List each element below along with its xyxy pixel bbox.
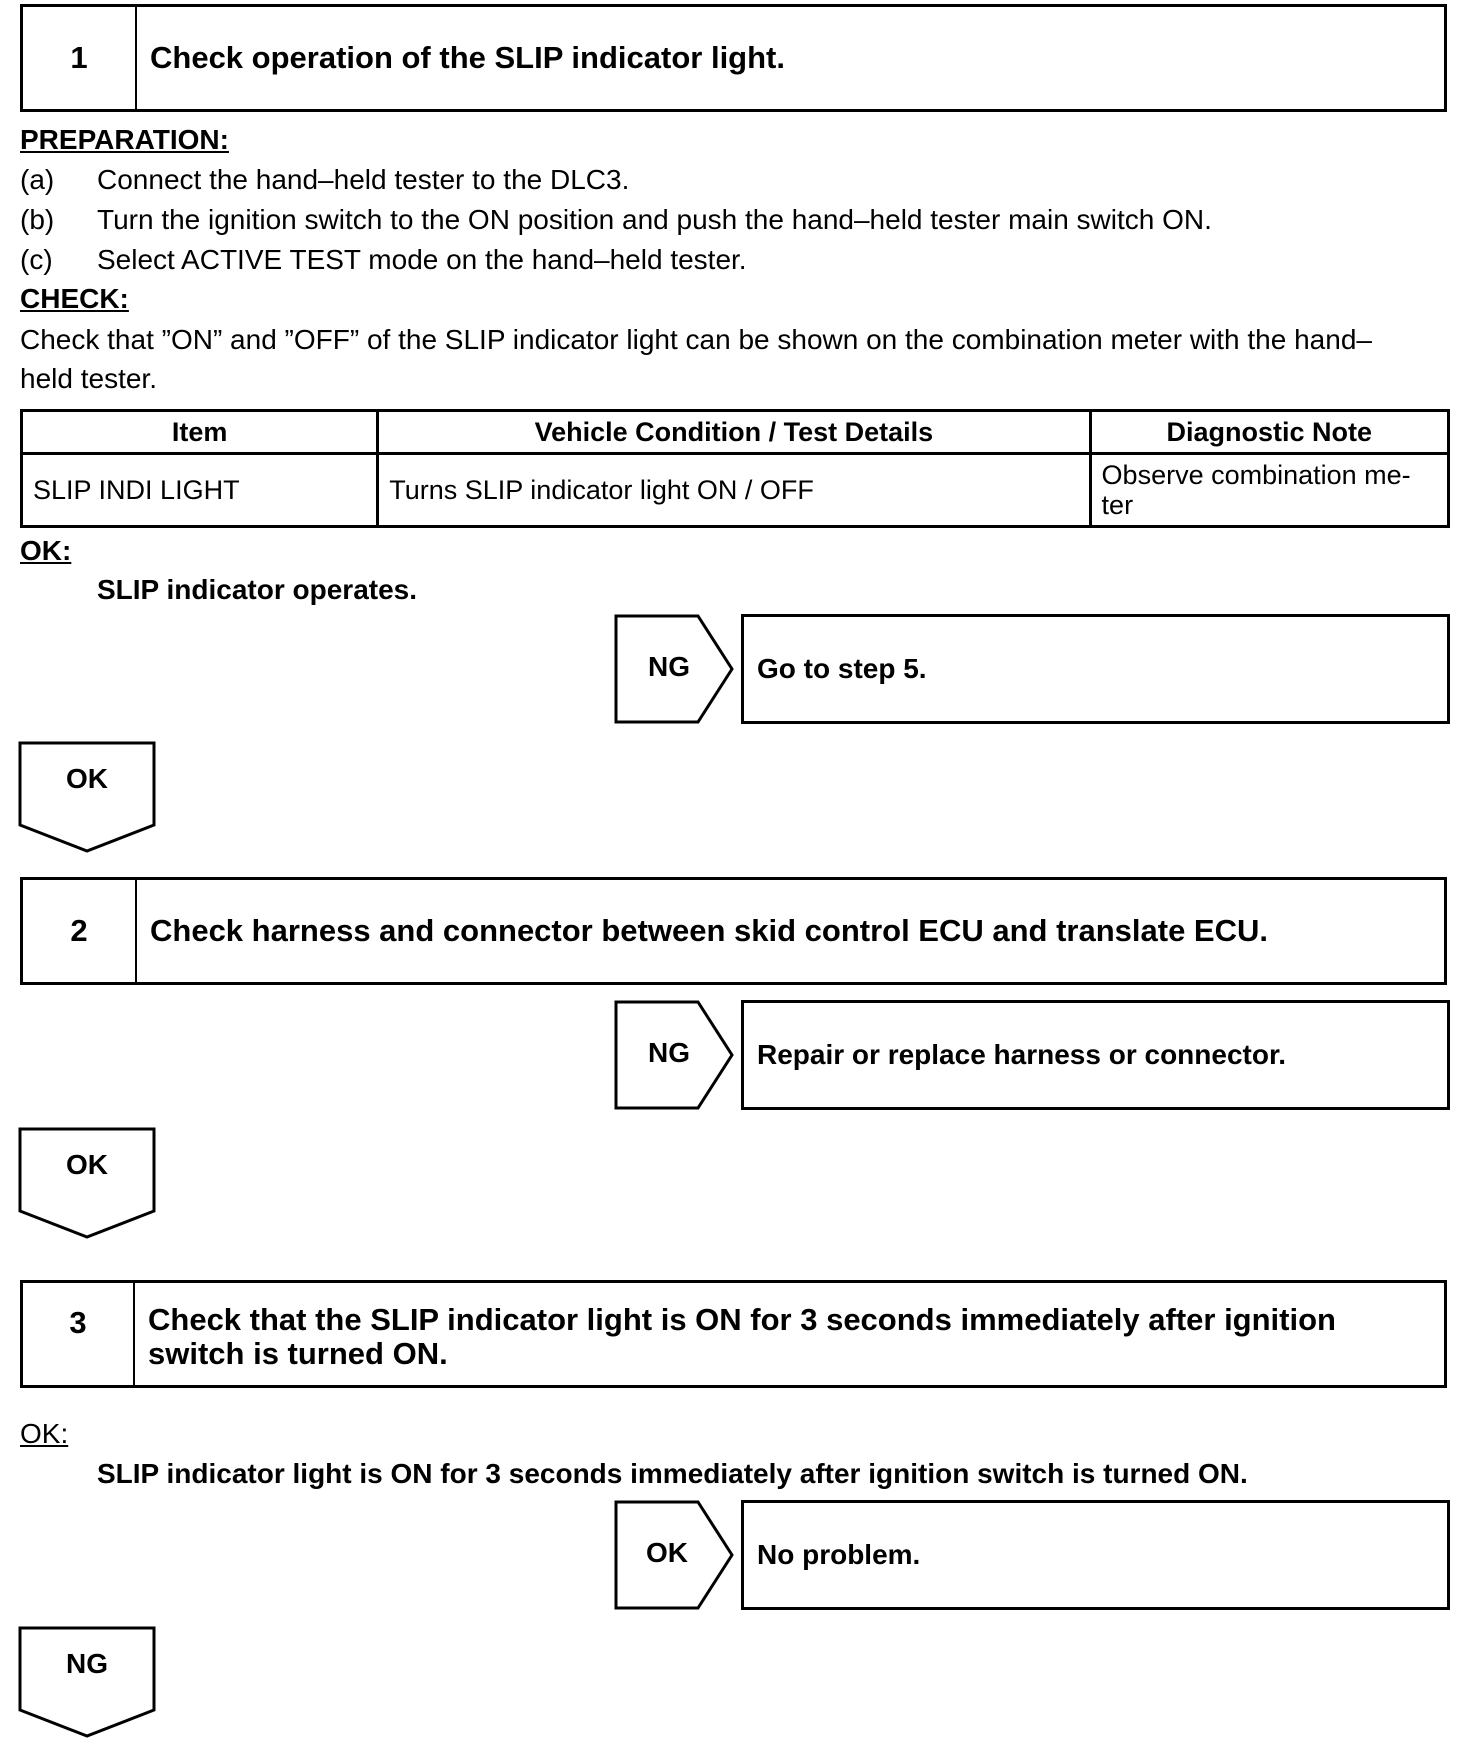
ok-heading: OK: (20, 535, 72, 566)
cell-line: Observe combination me- (1101, 460, 1411, 490)
ng-result-box (741, 614, 1450, 724)
ng-down-arrow (18, 1626, 158, 1738)
table-header-row (22, 411, 1449, 454)
step-title: Check harness and connector between skid control ECU and translate ECU. (150, 913, 1268, 948)
column-header: Diagnostic Note (1090, 411, 1448, 454)
step-2-header (20, 877, 1447, 985)
cell-line: ter (1101, 490, 1134, 520)
item-text: Connect the hand–held tester to the DLC3. (97, 164, 630, 195)
check-text (20, 320, 1455, 398)
down-arrow-icon (18, 1127, 158, 1239)
branch-label: OK (66, 1149, 108, 1180)
table-row (22, 454, 1449, 527)
result-text: Go to step 5. (757, 653, 927, 684)
step-number: 3 (23, 1283, 135, 1385)
ng-branch-arrow (614, 1000, 734, 1110)
preparation-item (20, 244, 747, 276)
active-test-table (20, 409, 1450, 528)
item-text: Select ACTIVE TEST mode on the hand–held tester. (97, 244, 747, 275)
item-letter: (c) (20, 244, 53, 275)
step-title-line: switch is turned ON. (148, 1336, 448, 1371)
check-heading: CHECK: (20, 283, 129, 314)
down-arrow-icon (18, 1626, 158, 1738)
branch-label: OK (66, 763, 108, 794)
ok-heading: OK: (20, 1418, 69, 1449)
preparation-item (20, 164, 629, 196)
branch-label: NG (66, 1648, 108, 1679)
column-header: Item (22, 411, 378, 454)
column-header: Vehicle Condition / Test Details (378, 411, 1090, 454)
step-1-header (20, 4, 1447, 112)
step-title: Check operation of the SLIP indicator light. (150, 40, 785, 75)
branch-label: NG (648, 651, 690, 682)
ok-result-box (741, 1500, 1450, 1610)
check-text-line: Check that ”ON” and ”OFF” of the SLIP indicator light can be shown on the combination meter with the hand– (20, 324, 1372, 355)
result-text: Repair or replace harness or connector. (757, 1039, 1287, 1070)
preparation-heading: PREPARATION: (20, 124, 229, 155)
preparation-item (20, 204, 1212, 236)
item-letter: (b) (20, 204, 55, 235)
ok-down-arrow (18, 741, 158, 853)
table-cell (1090, 454, 1448, 527)
ng-branch-arrow (614, 614, 734, 724)
step-3-header (20, 1280, 1447, 1388)
branch-label: NG (648, 1037, 690, 1068)
check-text-line: held tester. (20, 363, 157, 394)
table-cell: SLIP INDI LIGHT (22, 454, 378, 527)
result-text: No problem. (757, 1539, 921, 1570)
step-number: 1 (23, 7, 137, 109)
ok-criteria: SLIP indicator operates. (97, 574, 418, 605)
ok-criteria: SLIP indicator light is ON for 3 seconds immediately after ignition switch is turned ON. (97, 1458, 1248, 1489)
branch-label: OK (646, 1537, 688, 1568)
ng-result-box (741, 1000, 1450, 1110)
ok-branch-arrow (614, 1500, 734, 1610)
ok-down-arrow (18, 1127, 158, 1239)
step-title-line: Check that the SLIP indicator light is ON for 3 seconds immediately after ignition (148, 1302, 1336, 1337)
step-title (135, 1283, 1346, 1385)
table-cell: Turns SLIP indicator light ON / OFF (378, 454, 1090, 527)
item-letter: (a) (20, 164, 55, 195)
item-text: Turn the ignition switch to the ON position and push the hand–held tester main switch ON. (97, 204, 1212, 235)
step-number: 2 (23, 880, 137, 982)
down-arrow-icon (18, 741, 158, 853)
